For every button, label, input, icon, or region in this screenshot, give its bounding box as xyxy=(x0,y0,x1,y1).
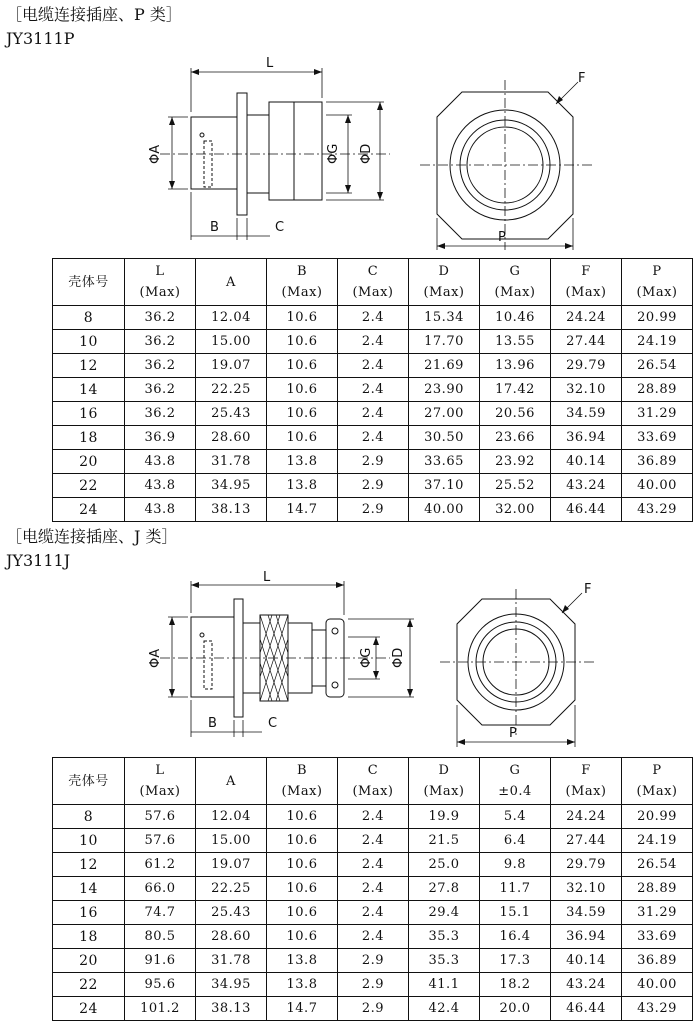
table-cell: 40.14 xyxy=(551,450,622,474)
table-cell: 61.2 xyxy=(125,853,196,877)
table-cell: 28.89 xyxy=(622,877,693,901)
j-label-f: F xyxy=(584,582,592,597)
table-cell: 2.9 xyxy=(338,949,409,973)
table-cell: 16.4 xyxy=(480,925,551,949)
table-cell: 38.13 xyxy=(196,498,267,522)
table-cell: 2.4 xyxy=(338,901,409,925)
table-cell: 2.4 xyxy=(338,426,409,450)
header-sublabel: (Max) xyxy=(281,285,323,300)
p-label-g: ΦG xyxy=(326,143,341,164)
table-row xyxy=(53,450,693,474)
table-row xyxy=(53,973,693,997)
table-cell: 20.56 xyxy=(480,402,551,426)
table-cell: 25.43 xyxy=(196,901,267,925)
table-cell: 2.9 xyxy=(338,498,409,522)
table-cell: 2.4 xyxy=(338,354,409,378)
table-row xyxy=(53,853,693,877)
table-cell: 27.00 xyxy=(409,402,480,426)
table-cell: 2.4 xyxy=(338,306,409,330)
header-sublabel: (Max) xyxy=(352,784,394,799)
table-cell: 20 xyxy=(53,949,125,973)
header-label: D xyxy=(438,264,450,279)
table-header-cell xyxy=(551,259,622,306)
table-cell: 15.00 xyxy=(196,330,267,354)
p-label-l: L xyxy=(266,56,274,71)
table-cell: 33.69 xyxy=(622,426,693,450)
header-label: 壳体号 xyxy=(68,773,109,789)
p-rear-body xyxy=(191,117,237,189)
table-cell: 24 xyxy=(53,498,125,522)
table-cell: 18.2 xyxy=(480,973,551,997)
j-label-l: L xyxy=(263,570,271,585)
table-cell: 10.6 xyxy=(267,306,338,330)
table-cell: 95.6 xyxy=(125,973,196,997)
table-cell: 43.24 xyxy=(551,474,622,498)
table-cell: 46.44 xyxy=(551,498,622,522)
j-label-b: B xyxy=(208,716,217,731)
table-cell: 23.66 xyxy=(480,426,551,450)
table-cell: 34.95 xyxy=(196,474,267,498)
header-label: C xyxy=(367,264,379,279)
table-cell: 66.0 xyxy=(125,877,196,901)
table-cell: 28.60 xyxy=(196,426,267,450)
table-cell: 57.6 xyxy=(125,805,196,829)
table-cell: 12 xyxy=(53,354,125,378)
j-label-a: ΦA xyxy=(148,648,163,668)
table-cell: 8 xyxy=(53,306,125,330)
header-sublabel: (Max) xyxy=(423,285,465,300)
table-cell: 12 xyxy=(53,853,125,877)
p-label-b: B xyxy=(210,220,219,235)
table-cell: 31.29 xyxy=(622,901,693,925)
table-cell: 10.6 xyxy=(267,901,338,925)
table-cell: 22.25 xyxy=(196,877,267,901)
table-cell: 13.8 xyxy=(267,450,338,474)
table-header-row xyxy=(53,259,693,306)
j-label-c: C xyxy=(268,716,278,731)
table-cell: 33.65 xyxy=(409,450,480,474)
table-cell: 10.6 xyxy=(267,330,338,354)
table-cell: 19.07 xyxy=(196,853,267,877)
table-cell: 26.54 xyxy=(622,354,693,378)
header-label: G xyxy=(509,264,521,279)
table-cell: 36.2 xyxy=(125,402,196,426)
table-header-row xyxy=(53,758,693,805)
table-cell: 2.4 xyxy=(338,378,409,402)
table-cell: 43.29 xyxy=(622,997,693,1021)
table-cell: 10.6 xyxy=(267,805,338,829)
table-cell: 28.60 xyxy=(196,925,267,949)
table-cell: 8 xyxy=(53,805,125,829)
section-p-drawing xyxy=(0,50,700,255)
table-cell: 14.7 xyxy=(267,498,338,522)
header-sublabel: (Max) xyxy=(281,784,323,799)
table-cell: 36.94 xyxy=(551,925,622,949)
table-cell: 2.4 xyxy=(338,330,409,354)
table-cell: 2.9 xyxy=(338,450,409,474)
table-cell: 10.6 xyxy=(267,925,338,949)
header-label: B xyxy=(296,763,308,778)
table-cell: 43.8 xyxy=(125,474,196,498)
header-label: F xyxy=(581,763,591,778)
header-label: 壳体号 xyxy=(68,274,109,290)
table-cell: 10.6 xyxy=(267,354,338,378)
table-cell: 32.00 xyxy=(480,498,551,522)
table-cell: 36.89 xyxy=(622,450,693,474)
table-cell: 31.29 xyxy=(622,402,693,426)
table-cell: 22 xyxy=(53,973,125,997)
section-p-heading: ［电缆连接插座、P 类］ xyxy=(6,5,182,24)
table-header-cell xyxy=(53,758,125,805)
p-label-c: C xyxy=(275,220,285,235)
table-cell: 36.2 xyxy=(125,306,196,330)
p-label-d: ΦD xyxy=(359,143,374,164)
table-cell: 43.8 xyxy=(125,450,196,474)
table-cell: 40.14 xyxy=(551,949,622,973)
table-cell: 40.00 xyxy=(622,973,693,997)
table-header-cell xyxy=(338,758,409,805)
table-cell: 22 xyxy=(53,474,125,498)
header-label: P xyxy=(652,763,662,778)
table-cell: 43.24 xyxy=(551,973,622,997)
table-row xyxy=(53,474,693,498)
table-cell: 32.10 xyxy=(551,378,622,402)
table-cell: 2.9 xyxy=(338,474,409,498)
table-cell: 13.8 xyxy=(267,973,338,997)
table-cell: 2.4 xyxy=(338,853,409,877)
table-cell: 41.1 xyxy=(409,973,480,997)
table-row xyxy=(53,498,693,522)
header-sublabel: (Max) xyxy=(494,285,536,300)
header-label: D xyxy=(438,763,450,778)
j-label-g: ΦG xyxy=(359,647,374,668)
table-cell: 5.4 xyxy=(480,805,551,829)
header-sublabel: (Max) xyxy=(423,784,465,799)
header-sublabel: (Max) xyxy=(352,285,394,300)
table-cell: 21.5 xyxy=(409,829,480,853)
section-j-table xyxy=(52,757,693,1021)
table-row xyxy=(53,330,693,354)
table-cell: 12.04 xyxy=(196,306,267,330)
table-cell: 11.7 xyxy=(480,877,551,901)
table-cell: 2.4 xyxy=(338,925,409,949)
table-cell: 12.04 xyxy=(196,805,267,829)
table-cell: 18 xyxy=(53,426,125,450)
table-cell: 2.4 xyxy=(338,829,409,853)
table-cell: 57.6 xyxy=(125,829,196,853)
table-cell: 17.3 xyxy=(480,949,551,973)
section-p-model: JY3111P xyxy=(6,29,75,48)
table-cell: 10.6 xyxy=(267,829,338,853)
table-cell: 36.2 xyxy=(125,330,196,354)
table-header-cell xyxy=(480,259,551,306)
j-label-d: ΦD xyxy=(391,647,406,668)
table-cell: 14 xyxy=(53,877,125,901)
table-cell: 43.29 xyxy=(622,498,693,522)
table-cell: 9.8 xyxy=(480,853,551,877)
section-j-drawing xyxy=(0,565,700,755)
j-label-p: P xyxy=(509,726,517,741)
table-cell: 15.34 xyxy=(409,306,480,330)
table-cell: 10.6 xyxy=(267,426,338,450)
table-cell: 2.4 xyxy=(338,402,409,426)
table-cell: 29.79 xyxy=(551,354,622,378)
table-cell: 17.42 xyxy=(480,378,551,402)
table-cell: 10 xyxy=(53,330,125,354)
table-cell: 25.43 xyxy=(196,402,267,426)
table-cell: 2.9 xyxy=(338,997,409,1021)
table-cell: 40.00 xyxy=(622,474,693,498)
table-cell: 46.44 xyxy=(551,997,622,1021)
table-cell: 24.19 xyxy=(622,330,693,354)
table-cell: 16 xyxy=(53,901,125,925)
table-cell: 20.0 xyxy=(480,997,551,1021)
table-cell: 13.8 xyxy=(267,949,338,973)
table-row xyxy=(53,901,693,925)
table-cell: 20.99 xyxy=(622,306,693,330)
table-row xyxy=(53,426,693,450)
header-label: A xyxy=(226,274,236,290)
table-cell: 19.9 xyxy=(409,805,480,829)
header-label: P xyxy=(652,264,662,279)
table-cell: 18 xyxy=(53,925,125,949)
table-cell: 10.46 xyxy=(480,306,551,330)
table-cell: 25.52 xyxy=(480,474,551,498)
table-cell: 21.69 xyxy=(409,354,480,378)
p-label-p: P xyxy=(498,230,506,245)
table-header-cell xyxy=(338,259,409,306)
header-sublabel: (Max) xyxy=(636,285,678,300)
table-cell: 36.94 xyxy=(551,426,622,450)
table-cell: 37.10 xyxy=(409,474,480,498)
p-label-f: F xyxy=(578,71,586,86)
table-cell: 22.25 xyxy=(196,378,267,402)
table-cell: 31.78 xyxy=(196,949,267,973)
header-label: A xyxy=(226,773,236,789)
table-cell: 91.6 xyxy=(125,949,196,973)
table-cell: 30.50 xyxy=(409,426,480,450)
table-cell: 34.59 xyxy=(551,901,622,925)
table-cell: 34.59 xyxy=(551,402,622,426)
table-cell: 10.6 xyxy=(267,877,338,901)
table-row xyxy=(53,354,693,378)
header-label: G xyxy=(509,763,521,778)
table-cell: 31.78 xyxy=(196,450,267,474)
table-row xyxy=(53,402,693,426)
table-cell: 34.95 xyxy=(196,973,267,997)
table-header-cell xyxy=(480,758,551,805)
table-cell: 29.4 xyxy=(409,901,480,925)
p-label-a: ΦA xyxy=(148,144,163,164)
header-sublabel: ±0.4 xyxy=(498,784,532,799)
table-cell: 24 xyxy=(53,997,125,1021)
table-cell: 23.90 xyxy=(409,378,480,402)
table-header-cell xyxy=(267,259,338,306)
table-header-cell xyxy=(196,758,267,805)
table-cell: 13.55 xyxy=(480,330,551,354)
table-row xyxy=(53,829,693,853)
section-j-heading: ［电缆连接插座、J 类］ xyxy=(6,527,178,546)
table-cell: 24.19 xyxy=(622,829,693,853)
table-cell: 24.24 xyxy=(551,306,622,330)
table-header-cell xyxy=(53,259,125,306)
table-cell: 23.92 xyxy=(480,450,551,474)
table-cell: 10.6 xyxy=(267,402,338,426)
table-row xyxy=(53,805,693,829)
header-sublabel: (Max) xyxy=(636,784,678,799)
table-row xyxy=(53,306,693,330)
table-cell: 42.4 xyxy=(409,997,480,1021)
table-cell: 20.99 xyxy=(622,805,693,829)
header-sublabel: (Max) xyxy=(565,285,607,300)
table-cell: 32.10 xyxy=(551,877,622,901)
header-sublabel: (Max) xyxy=(565,784,607,799)
table-row xyxy=(53,997,693,1021)
table-cell: 2.9 xyxy=(338,973,409,997)
table-cell: 16 xyxy=(53,402,125,426)
header-label: L xyxy=(155,264,165,279)
section-j-model: JY3111J xyxy=(6,551,71,570)
table-cell: 36.9 xyxy=(125,426,196,450)
table-cell: 20 xyxy=(53,450,125,474)
table-row xyxy=(53,877,693,901)
table-cell: 6.4 xyxy=(480,829,551,853)
table-cell: 10 xyxy=(53,829,125,853)
table-cell: 35.3 xyxy=(409,949,480,973)
table-cell: 33.69 xyxy=(622,925,693,949)
table-cell: 14.7 xyxy=(267,997,338,1021)
table-cell: 36.2 xyxy=(125,378,196,402)
section-p-table xyxy=(52,258,693,522)
table-cell: 26.54 xyxy=(622,853,693,877)
header-sublabel: (Max) xyxy=(139,784,181,799)
table-header-cell xyxy=(409,758,480,805)
table-cell: 29.79 xyxy=(551,853,622,877)
table-row xyxy=(53,949,693,973)
table-cell: 19.07 xyxy=(196,354,267,378)
table-cell: 13.96 xyxy=(480,354,551,378)
table-cell: 74.7 xyxy=(125,901,196,925)
header-label: F xyxy=(581,264,591,279)
header-label: L xyxy=(155,763,165,778)
table-cell: 15.1 xyxy=(480,901,551,925)
table-header-cell xyxy=(267,758,338,805)
header-sublabel: (Max) xyxy=(139,285,181,300)
table-cell: 13.8 xyxy=(267,474,338,498)
table-header-cell xyxy=(125,758,196,805)
table-cell: 27.44 xyxy=(551,829,622,853)
table-cell: 2.4 xyxy=(338,877,409,901)
table-cell: 40.00 xyxy=(409,498,480,522)
table-cell: 2.4 xyxy=(338,805,409,829)
table-row xyxy=(53,378,693,402)
table-cell: 28.89 xyxy=(622,378,693,402)
header-label: B xyxy=(296,264,308,279)
table-cell: 10.6 xyxy=(267,378,338,402)
header-label: C xyxy=(367,763,379,778)
table-header-cell xyxy=(551,758,622,805)
table-header-cell xyxy=(409,259,480,306)
table-cell: 24.24 xyxy=(551,805,622,829)
table-cell: 17.70 xyxy=(409,330,480,354)
table-cell: 25.0 xyxy=(409,853,480,877)
table-cell: 27.8 xyxy=(409,877,480,901)
table-cell: 80.5 xyxy=(125,925,196,949)
table-cell: 14 xyxy=(53,378,125,402)
table-cell: 101.2 xyxy=(125,997,196,1021)
table-header-cell xyxy=(622,259,693,306)
table-cell: 35.3 xyxy=(409,925,480,949)
table-header-cell xyxy=(125,259,196,306)
table-cell: 36.89 xyxy=(622,949,693,973)
table-cell: 10.6 xyxy=(267,853,338,877)
p-coupling-nut xyxy=(269,102,322,200)
table-cell: 36.2 xyxy=(125,354,196,378)
table-header-cell xyxy=(196,259,267,306)
table-cell: 38.13 xyxy=(196,997,267,1021)
table-cell: 43.8 xyxy=(125,498,196,522)
table-cell: 15.00 xyxy=(196,829,267,853)
table-cell: 27.44 xyxy=(551,330,622,354)
table-row xyxy=(53,925,693,949)
table-header-cell xyxy=(622,758,693,805)
